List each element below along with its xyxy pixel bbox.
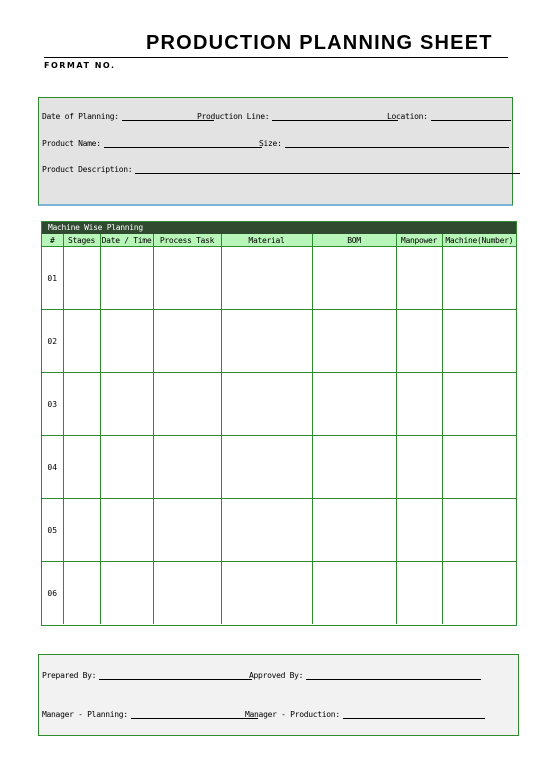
manager-production-label: Manager - Production: <box>245 710 340 719</box>
table-cell[interactable] <box>153 310 221 373</box>
table-cell[interactable] <box>396 499 442 562</box>
table-cell[interactable] <box>442 310 516 373</box>
column-header-machine-number: Machine(Number) <box>442 234 516 247</box>
table-cell[interactable] <box>396 310 442 373</box>
product-description-field[interactable] <box>42 165 520 174</box>
table-cell[interactable] <box>63 562 100 625</box>
row-number: 05 <box>42 499 63 562</box>
table-cell[interactable] <box>312 310 396 373</box>
prepared-by-line[interactable] <box>99 671 252 680</box>
table-title: Machine Wise Planning <box>42 222 516 234</box>
product-name-label: Product Name: <box>42 139 101 148</box>
column-header-material: Material <box>221 234 312 247</box>
table-cell[interactable] <box>396 373 442 436</box>
table-cell[interactable] <box>63 373 100 436</box>
machine-planning-table <box>41 221 517 626</box>
table-cell[interactable] <box>153 562 221 625</box>
planning-grid <box>42 234 516 624</box>
table-cell[interactable] <box>153 247 221 310</box>
table-cell[interactable] <box>221 373 312 436</box>
table-cell[interactable] <box>221 310 312 373</box>
table-cell[interactable] <box>221 436 312 499</box>
table-cell[interactable] <box>396 436 442 499</box>
approved-by-field[interactable] <box>249 671 481 680</box>
row-number: 02 <box>42 310 63 373</box>
table-cell[interactable] <box>100 373 153 436</box>
table-cell[interactable] <box>442 247 516 310</box>
row-number: 06 <box>42 562 63 625</box>
size-line[interactable] <box>285 139 509 148</box>
table-cell[interactable] <box>100 436 153 499</box>
planning-info-panel <box>38 97 513 206</box>
table-cell[interactable] <box>221 499 312 562</box>
table-cell[interactable] <box>312 373 396 436</box>
table-cell[interactable] <box>221 247 312 310</box>
prepared-by-field[interactable] <box>42 671 252 680</box>
table-cell[interactable] <box>63 310 100 373</box>
production-line-label: Production Line: <box>197 112 270 121</box>
product-description-label: Product Description: <box>42 165 133 174</box>
table-cell[interactable] <box>312 499 396 562</box>
manager-production-line[interactable] <box>343 710 485 719</box>
column-header-bom: BOM <box>312 234 396 247</box>
table-row <box>42 562 516 625</box>
column-header-date-time: Date / Time <box>101 235 152 245</box>
table-row <box>42 499 516 562</box>
column-header-number: # <box>42 234 63 247</box>
column-header-process-task: Process Task <box>153 234 221 247</box>
table-cell[interactable] <box>396 247 442 310</box>
prepared-by-label: Prepared By: <box>42 671 97 680</box>
table-cell[interactable] <box>312 247 396 310</box>
manager-production-field[interactable] <box>245 710 485 719</box>
column-header-manpower: Manpower <box>396 234 442 247</box>
table-cell[interactable] <box>153 436 221 499</box>
table-cell[interactable] <box>153 373 221 436</box>
location-label: Location: <box>387 112 428 121</box>
table-cell[interactable] <box>442 436 516 499</box>
date-of-planning-label: Date of Planning: <box>42 112 119 121</box>
format-number-label: FORMAT NO. <box>44 61 116 70</box>
size-label: Size: <box>259 139 282 148</box>
date-of-planning-field[interactable] <box>42 112 214 121</box>
row-number: 03 <box>42 373 63 436</box>
table-row <box>42 373 516 436</box>
table-cell[interactable] <box>442 562 516 625</box>
table-cell[interactable] <box>442 373 516 436</box>
table-cell[interactable] <box>100 499 153 562</box>
location-line[interactable] <box>431 112 511 121</box>
row-number: 04 <box>42 436 63 499</box>
table-cell[interactable] <box>442 499 516 562</box>
table-row <box>42 247 516 310</box>
location-field[interactable] <box>387 112 511 121</box>
table-cell[interactable] <box>63 247 100 310</box>
manager-planning-label: Manager - Planning: <box>42 710 128 719</box>
table-cell[interactable] <box>312 436 396 499</box>
manager-planning-line[interactable] <box>131 710 258 719</box>
table-cell[interactable] <box>63 499 100 562</box>
signoff-panel <box>38 654 519 736</box>
table-cell[interactable] <box>100 247 153 310</box>
manager-planning-field[interactable] <box>42 710 258 719</box>
title-underline <box>44 57 508 58</box>
table-row <box>42 310 516 373</box>
product-name-line[interactable] <box>104 139 262 148</box>
page-title: PRODUCTION PLANNING SHEET <box>146 32 493 54</box>
table-cell[interactable] <box>63 436 100 499</box>
product-description-line[interactable] <box>135 165 520 174</box>
table-cell[interactable] <box>312 562 396 625</box>
column-header-stages: Stages <box>63 234 100 247</box>
size-field[interactable] <box>259 139 509 148</box>
table-cell[interactable] <box>100 562 153 625</box>
table-cell[interactable] <box>396 562 442 625</box>
table-header-row <box>42 234 516 247</box>
production-line-line[interactable] <box>272 112 398 121</box>
production-line-field[interactable] <box>197 112 398 121</box>
product-name-field[interactable] <box>42 139 262 148</box>
approved-by-label: Approved By: <box>249 671 304 680</box>
table-cell[interactable] <box>153 499 221 562</box>
approved-by-line[interactable] <box>306 671 481 680</box>
row-number: 01 <box>42 247 63 310</box>
table-cell[interactable] <box>100 310 153 373</box>
table-row <box>42 436 516 499</box>
table-cell[interactable] <box>221 562 312 625</box>
